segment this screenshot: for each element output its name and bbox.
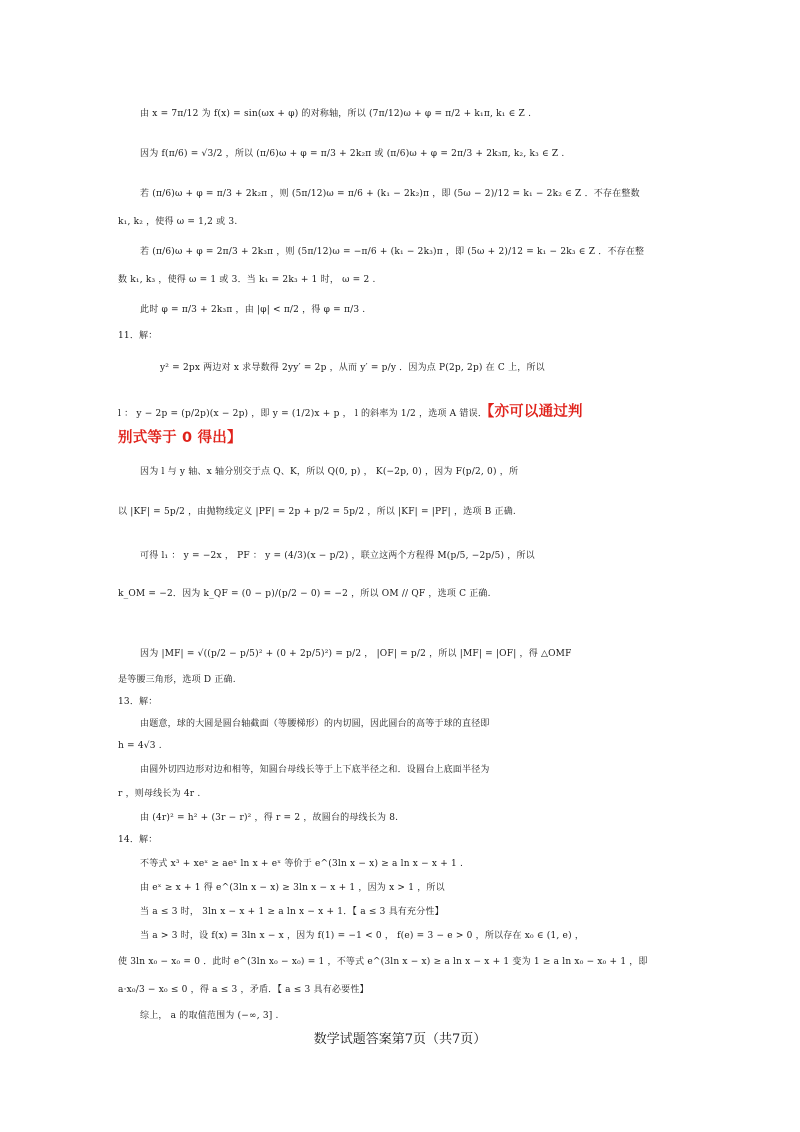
text-line: 因为 |MF| = √((p/2 − p/5)² + (0 + 2p/5)²) = p/2 ， |OF| = p/2 ，所以 |MF| = |OF| ，得 △OMF <box>140 649 572 659</box>
text-line: 由 x = 7π/12 为 f(x) = sin(ωx + φ) 的对称轴，所以 (7π/12)ω + φ = π/2 + k₁π, k₁ ∈ Z . <box>140 109 532 119</box>
text-line <box>0 428 800 450</box>
text-line: 因为 f(π/6) = √3/2 ，所以 (π/6)ω + φ = π/3 + 2k₂π 或 (π/6)ω + φ = 2π/3 + 2k₃π, k₂, k₃ ∈ Z . <box>140 149 565 159</box>
text-line: 是等腰三角形，选项 D 正确. <box>118 675 236 685</box>
text-line: 由圆外切四边形对边和相等，知圆台母线长等于上下底半径之和．设圆台上底面半径为 <box>140 765 490 775</box>
text-line: 此时 φ = π/3 + 2k₃π ，由 |φ| < π/2 ，得 φ = π/3 . <box>140 305 366 315</box>
note-red: 【亦可以通过判 <box>487 404 583 420</box>
section-heading: 11．解： <box>118 331 158 341</box>
text-line: 以 |KF| = 5p/2 ，由抛物线定义 |PF| = 2p + p/2 = 5p/2 ，所以 |KF| = |PF| ，选项 B 正确. <box>118 507 516 517</box>
text-line: 由 (4r)² = h² + (3r − r)² ，得 r = 2 ，故圆台的母线长为 8. <box>140 813 399 823</box>
section-heading: 14．解： <box>118 835 158 845</box>
text-line: 数 k₁, k₃ ，使得 ω = 1 或 3．当 k₁ = 2k₃ + 1 时， ω = 2 . <box>118 275 376 285</box>
text-line: h = 4√3 . <box>118 741 162 751</box>
text-line: r ，则母线长为 4r . <box>118 789 201 799</box>
text-line: k_OM = −2．因为 k_QF = (0 − p)/(p/2 − 0) = −2 ，所以 OM // QF ，选项 C 正确. <box>118 589 491 599</box>
text-line: l ： y − 2p = (p/2p)(x − 2p) ，即 y = (1/2)x + p ， l 的斜率为 1/2 ，选项 A 错误．【亦可以通过判 <box>118 404 583 420</box>
note-red: 别式等于 0 得出】 <box>118 430 242 446</box>
text-line: k₁, k₂ ，使得 ω = 1,2 或 3. <box>118 217 238 227</box>
text-line: 使 3ln x₀ − x₀ = 0 ．此时 e^(3ln x₀ − x₀) = 1 ，不等式 e^(3ln x − x) ≥ a ln x − x + 1 变为 1 ≥ a ln x₀ − x₀ + 1 ，即 <box>118 957 648 967</box>
page-footer: 数学试题答案第7页（共7页） <box>313 1032 487 1047</box>
text-line: 综上， a 的取值范围为 (−∞, 3] . <box>140 1011 279 1021</box>
text-line: 由题意，球的大圆是圆台轴截面（等腰梯形）的内切圆，因此圆台的高等于球的直径即 <box>140 719 490 729</box>
text-line: a·x₀/3 − x₀ ≤ 0 ，得 a ≤ 3 ，矛盾．【 a ≤ 3 具有必要性】 <box>118 985 369 995</box>
text-line: y² = 2px 两边对 x 求导数得 2yy′ = 2p ，从而 y′ = p/y ．因为点 P(2p, 2p) 在 C 上，所以 <box>160 363 545 373</box>
text-line: 若 (π/6)ω + φ = π/3 + 2k₂π ，则 (5π/12)ω = π/6 + (k₁ − 2k₂)π ，即 (5ω − 2)/12 = k₁ − 2k₂ ∈ Z ．不存在整数 <box>140 189 640 199</box>
text-line: 当 a > 3 时，设 f(x) = 3ln x − x ，因为 f(1) = −1 < 0 ， f(e) = 3 − e > 0 ，所以存在 x₀ ∈ (1, e) ， <box>140 931 585 941</box>
text-line: 不等式 x³ + xeˣ ≥ aeˣ ln x + eˣ 等价于 e^(3ln x − x) ≥ a ln x − x + 1 . <box>140 859 464 869</box>
text-line: 由 eˣ ≥ x + 1 得 e^(3ln x − x) ≥ 3ln x − x + 1 ，因为 x > 1 ，所以 <box>140 883 445 893</box>
text-line: 可得 l₁ ： y = −2x ， PF ： y = (4/3)(x − p/2) ，联立这两个方程得 M(p/5, −2p/5) ，所以 <box>140 551 535 561</box>
section-heading: 13．解： <box>118 697 158 707</box>
text-line: 若 (π/6)ω + φ = 2π/3 + 2k₃π ，则 (5π/12)ω = −π/6 + (k₁ − 2k₃)π ，即 (5ω + 2)/12 = k₁ − 2k₃ ∈ Z ．不存在整 <box>140 247 645 257</box>
text-line: 因为 l 与 y 轴、x 轴分别交于点 Q、K，所以 Q(0, p) ， K(−2p, 0) ，因为 F(p/2, 0) ，所 <box>140 467 519 477</box>
text-line: 当 a ≤ 3 时， 3ln x − x + 1 ≥ a ln x − x + 1．【 a ≤ 3 具有充分性】 <box>140 907 444 917</box>
